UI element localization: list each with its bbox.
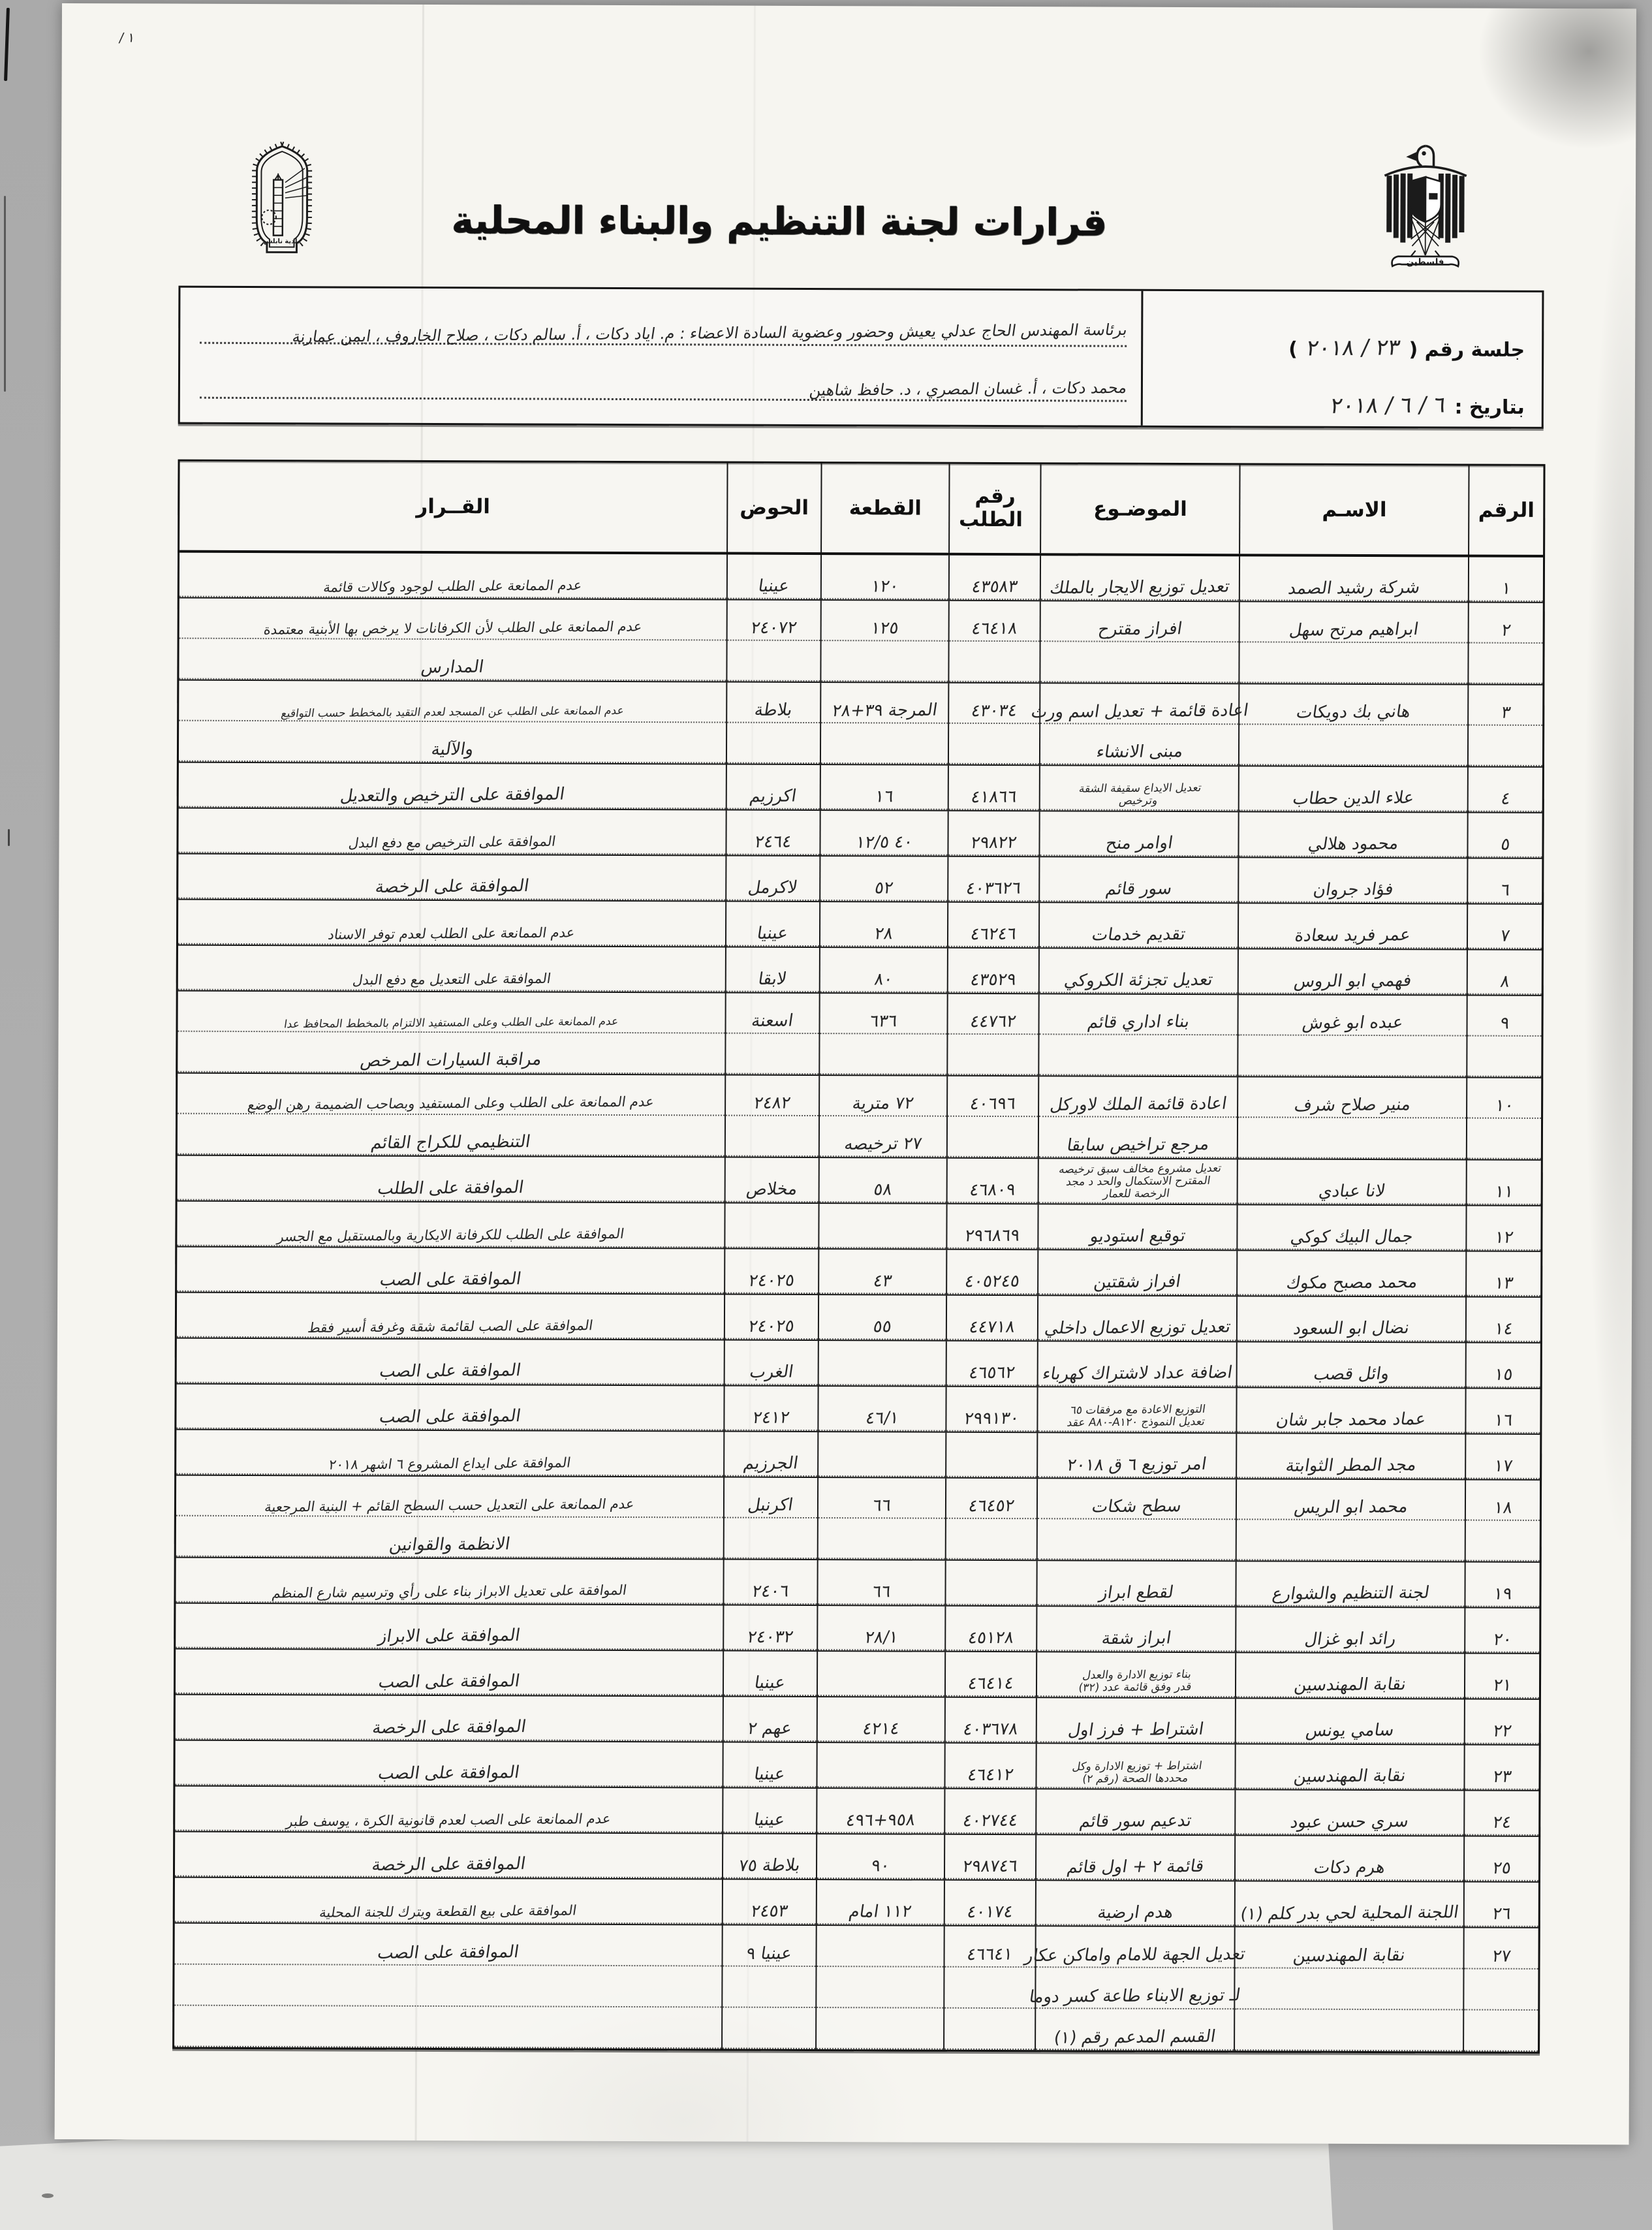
table-row: [178, 855, 1542, 905]
cell-request-no: ٤٦٤١٢: [944, 1744, 1036, 1788]
cell-basin: ٢٤٠٦: [723, 1560, 817, 1605]
cell-request-no: ٤٠٣٦٢٦: [947, 857, 1038, 902]
cell-no: ١٧: [1465, 1435, 1540, 1479]
cell-no: ١١: [1466, 1161, 1541, 1205]
cell-no: ٢٥: [1463, 1837, 1538, 1881]
cell-no: ٥: [1467, 813, 1542, 858]
cell-decision: الموافقة على الصب: [176, 1650, 723, 1696]
attendees-panel: [180, 288, 1142, 426]
cell-no: ٢٦: [1463, 1883, 1538, 1927]
cell-basin: عهم ٢: [722, 1697, 816, 1742]
cell-subject: اعادة قائمة الملك لاوركل مرجع تراخيص سابقا: [1038, 1076, 1237, 1158]
cell-basin: مخلاص: [724, 1158, 818, 1203]
scan-artifact: [42, 2193, 54, 2198]
cell-basin: ٢٤٨٢: [725, 1076, 819, 1157]
table-row: [177, 1339, 1540, 1389]
palestine-eagle-icon: [1377, 133, 1475, 283]
cell-no: ١٨: [1465, 1481, 1540, 1562]
cell-name: رائد ابو غزال: [1235, 1607, 1464, 1652]
cell-subject: التوزيع الاعادة مع مرفقات ٦٥ تعديل النموذج A١٢٠-A٨٠ عقد: [1037, 1387, 1236, 1432]
attendees-text-2: محمد دكات ، أ. غسان المصري ، د. حافظ شاهين: [808, 378, 1129, 400]
cell-decision: عدم الممانعة على الطلب وعلى المستفيد الالتزام بالمخطط المحافظ عدا مراقبة السيارات المرخص: [178, 992, 725, 1075]
cell-decision: الموافقة على بيع القطعة ويترك للجنة المحلية: [175, 1878, 722, 1924]
cell-name: هرم دكات: [1234, 1836, 1463, 1881]
table-row: [176, 1604, 1539, 1654]
cell-subject: لقطع ابراز: [1036, 1561, 1236, 1606]
cell-subject: توقيع استوديو: [1038, 1204, 1237, 1249]
table-row: [179, 599, 1542, 685]
cell-subject: تعديل توزيع الايجار بالملك: [1040, 556, 1239, 601]
cell-no: ١٠: [1466, 1078, 1541, 1159]
cell-decision: الموافقة على الصب: [176, 1741, 723, 1787]
cell-no: ١٤: [1465, 1298, 1540, 1342]
cell-name: شركة رشيد الصمد: [1239, 556, 1468, 601]
table-row: [175, 1832, 1538, 1883]
cell-decision: الموافقة على التعديل مع دفع البدل: [178, 946, 725, 992]
cell-request-no: ٤٤٧٦٢: [947, 994, 1038, 1075]
cell-name: جمال البيك كوكي: [1237, 1205, 1466, 1250]
cell-parcel: ٥٥: [818, 1295, 946, 1340]
cell-decision: الموافقة على الترخيص مع دفع البدل: [179, 809, 726, 855]
cell-decision: الموافقة على الرخصة: [176, 1695, 723, 1742]
cell-request-no: ٤٥١٢٨: [944, 1607, 1036, 1651]
table-row: [178, 992, 1541, 1078]
table-row: [175, 1741, 1538, 1791]
cell-parcel: ٦٦: [817, 1478, 946, 1560]
table-row: [175, 1878, 1538, 1928]
cell-decision: عدم الممانعة على الطلب وعلى المستفيد وبصاحب الضميمة رهن الوضع التنظيمي للكراج القائم: [178, 1074, 725, 1157]
cell-parcel: [818, 1204, 946, 1249]
cell-subject: تعديل الايداع سقيفة الشقة وترخيص: [1039, 766, 1238, 811]
cell-subject: اشتراط + توزيع الادارة وكل محددها الصحة (رقم ٢): [1036, 1744, 1235, 1789]
cell-basin: عينيا: [722, 1789, 816, 1834]
cell-name: محمد ابو الريس: [1236, 1479, 1465, 1561]
cell-basin: ٢٤٠٧٢: [726, 601, 820, 682]
cell-decision: الموافقة على الترخيص والتعديل: [179, 763, 726, 809]
cell-parcel: [817, 1652, 945, 1697]
cell-name: محمود هلالي: [1238, 812, 1467, 857]
cell-basin: لاكرمل: [725, 856, 819, 902]
cell-decision: الموافقة على الصب: [177, 1339, 724, 1385]
cell-parcel: ٤٦/١: [817, 1387, 946, 1432]
cell-request-no: ٤٦٦٤١: [943, 1926, 1035, 2050]
table-row: [176, 1650, 1539, 1700]
cell-name: سامي يونس: [1235, 1699, 1464, 1744]
table-row: [179, 681, 1542, 768]
cell-no: ١٣: [1465, 1252, 1540, 1296]
cell-decision: عدم الممانعة على الطلب لوجود وكالات قائمة: [179, 553, 726, 599]
session-number-row: [1149, 303, 1525, 362]
cell-parcel: ٧٢ مترية ٢٧ ترخيصه: [818, 1076, 947, 1157]
table-row: [178, 1074, 1541, 1161]
cell-basin: عينيا: [726, 555, 820, 600]
session-date-label: بتاريخ :: [1454, 396, 1525, 419]
page-title: قرارات لجنة التنظيم والبناء المحلية: [451, 198, 1108, 245]
cell-parcel: ٥٢: [819, 856, 948, 902]
cell-request-no: ٤٣٠٣٤: [948, 683, 1039, 764]
cell-no: ٢٢: [1464, 1700, 1539, 1744]
cell-subject: قائمة ٢ + اول قائم: [1035, 1835, 1234, 1880]
cell-decision: الموافقة على الطلب: [178, 1156, 725, 1202]
cell-parcel: ٤٢١٤: [817, 1697, 945, 1742]
session-number-value: ٢٣ / ٢٠١٨: [1304, 334, 1402, 362]
cell-decision: عدم الممانعة على الطلب لعدم توفر الاسناد: [178, 900, 725, 947]
attendees-line-2: [200, 344, 1127, 402]
cell-basin: عينيا: [722, 1743, 816, 1788]
attendees-text-1: برئاسة المهندس الحاج عدلي يعيش وحضور وعضوية السادة الاعضاء : م. اياد دكات ، أ. سالم دكات ، صلاح الخاروف ، ايمن عمارنة: [291, 320, 1129, 347]
column-header-name: الاسـم: [1239, 465, 1468, 554]
cell-no: ٢٤: [1463, 1791, 1538, 1836]
column-header-no: الرقم: [1468, 466, 1543, 555]
cell-basin: اكرزيم: [725, 765, 819, 810]
session-number-label: جلسة رقم (: [1409, 338, 1525, 362]
cell-request-no: ٤٠٦٩٦: [946, 1076, 1038, 1157]
cell-subject: تدعيم سور قائم: [1035, 1789, 1234, 1834]
cell-request-no: ٤٦٢٤٦: [947, 903, 1038, 947]
cell-basin: ٢٤٠٣٢: [723, 1606, 817, 1651]
cell-basin: اكرنبل: [723, 1478, 817, 1560]
cell-name: عبده ابو غوش: [1237, 995, 1466, 1076]
cell-subject: بناء اداري قائم: [1038, 994, 1237, 1076]
cell-no: ٢١: [1464, 1654, 1539, 1699]
cell-name: علاء الدين حطاب: [1238, 766, 1467, 811]
cell-name: فهمي ابو الروس: [1238, 949, 1467, 994]
cell-parcel: [815, 1926, 944, 2050]
cell-decision: عدم الممانعة على الطلب لأن الكرفانات لا يرخص بها الأبنية معتمدة المدارس: [179, 599, 726, 682]
cell-basin: اسعنة: [725, 994, 819, 1075]
table-row: [178, 809, 1542, 859]
cell-basin: بلاطة: [726, 683, 820, 764]
session-date-value: ٦ / ٦ / ٢٠١٨: [1328, 392, 1448, 419]
cell-decision: الموافقة على الصب: [177, 1248, 724, 1294]
cell-decision: الموافقة على الصب: [174, 1924, 721, 2049]
cell-no: ٢: [1467, 603, 1542, 684]
cell-no: ١٥: [1465, 1343, 1540, 1388]
cell-basin: ٢٤٦٤: [725, 811, 819, 856]
cell-parcel: ٤٠ ١٢/٥: [819, 811, 948, 856]
scan-artifact: [4, 196, 6, 392]
cell-no: ٩: [1466, 996, 1541, 1077]
cell-basin: [724, 1204, 818, 1249]
cell-name: سري حسن عبود: [1234, 1790, 1463, 1835]
cell-parcel: ١٦: [820, 765, 948, 810]
cell-name: محمد مصبح مكوك: [1236, 1251, 1465, 1296]
cell-parcel: [817, 1341, 946, 1386]
cell-request-no: ٤٠١٧٤: [944, 1881, 1035, 1925]
column-header-parcel: القطعة: [820, 463, 949, 553]
column-header-basin: الحوض: [726, 463, 821, 553]
document-paper: [55, 3, 1636, 2144]
cell-name: نقابة المهندسين: [1234, 1927, 1463, 2051]
cell-name: عمر فريد سعادة: [1238, 903, 1467, 949]
decisions-table: [172, 460, 1545, 2054]
cell-no: ١٦: [1465, 1389, 1540, 1434]
cell-request-no: ٤٤٧١٨: [946, 1296, 1037, 1340]
cell-no: ٢٧: [1463, 1928, 1538, 2052]
cell-no: ١٢: [1465, 1206, 1540, 1251]
cell-subject: تعديل توزيع الاعمال داخلي: [1037, 1296, 1236, 1341]
table-row: [176, 1476, 1540, 1563]
cell-request-no: ٤٣٥٨٣: [948, 556, 1040, 600]
table-row: [176, 1385, 1540, 1435]
cell-no: ٢٠: [1464, 1609, 1539, 1653]
cell-parcel: ٢٨/١: [817, 1606, 945, 1651]
cell-request-no: [945, 1433, 1036, 1477]
cell-request-no: ٢٩٨٢٢: [948, 811, 1039, 856]
cell-request-no: ٤٦٥٦٢: [946, 1342, 1037, 1386]
cell-decision: الموافقة على تعديل الابراز بناء على رأي وترسيم شارع المنظم: [176, 1558, 723, 1605]
cell-parcel: [817, 1432, 946, 1477]
cell-parcel: ٩٠: [816, 1834, 944, 1879]
cell-request-no: ٤٦٤١٨: [948, 601, 1040, 682]
cell-decision: الموافقة على الطلب للكرفانة الايكارية وبالمستقبل مع الجسر: [177, 1202, 724, 1248]
cell-decision: عدم الممانعة على الصب لعدم قانونية الكرة ، يوسف طبر: [175, 1787, 722, 1833]
cell-subject: سطح شكات: [1036, 1479, 1236, 1560]
cell-request-no: ٤٠٢٧٤٤: [944, 1789, 1035, 1834]
cell-no: ١: [1468, 558, 1543, 602]
cell-request-no: ٤٣٥٢٩: [947, 949, 1038, 993]
cell-name: نقابة المهندسين: [1235, 1744, 1464, 1789]
scan-artifact: [4, 8, 10, 81]
table-row: [179, 553, 1543, 603]
cell-request-no: ٢٩٩١٣٠: [946, 1387, 1037, 1432]
cell-subject: تقديم خدمات: [1038, 903, 1238, 948]
cell-request-no: ٤١٨٦٦: [948, 766, 1039, 810]
cell-request-no: ٤٠٣٦٧٨: [944, 1698, 1036, 1742]
cell-subject: هدم ارضية: [1035, 1881, 1234, 1926]
table-row: [176, 1430, 1540, 1481]
cell-subject: ابراز شقة: [1036, 1607, 1235, 1652]
cell-basin: عينيا: [723, 1652, 817, 1697]
cell-basin: بلاطة ٧٥: [722, 1834, 816, 1879]
cell-decision: عدم الممانعة على التعديل حسب السطح القائم + البنية المرجعية الانظمة والقوانين: [176, 1476, 723, 1559]
table-row: [175, 1787, 1538, 1837]
cell-no: ١٩: [1465, 1563, 1540, 1607]
cell-parcel: ٢٨: [819, 902, 948, 947]
cell-decision: الموافقة على الابراز: [176, 1604, 723, 1650]
cell-decision: الموافقة على الصب لقائمة شقة وغرفة أسير فقط: [177, 1293, 724, 1340]
cell-parcel: ٤٣: [818, 1249, 946, 1295]
cell-parcel: ٦٣٦: [818, 994, 947, 1075]
cell-parcel: ٥٨: [818, 1158, 946, 1203]
cell-name: عماد محمد جابر شان: [1236, 1388, 1465, 1433]
table-row: [177, 1202, 1540, 1252]
table-row: [176, 1695, 1539, 1746]
table-row: [178, 1156, 1541, 1206]
table-row: [174, 1924, 1538, 2052]
cell-subject: اشتراط + فرز اول: [1036, 1698, 1235, 1743]
column-header-subject: الموضـوع: [1040, 464, 1239, 554]
table-row: [178, 900, 1542, 950]
table-row: [177, 1293, 1540, 1343]
municipality-emblem-text: بلدية نابلس: [263, 238, 300, 245]
cell-name: مجد المطر الثوابتة: [1236, 1434, 1465, 1479]
cell-no: ٨: [1467, 950, 1542, 995]
cell-request-no: ٢٩٦٨٦٩: [946, 1204, 1038, 1249]
cell-no: ٣: [1467, 685, 1542, 766]
column-header-decision: القــرار: [416, 494, 491, 519]
session-date-row: [1149, 360, 1525, 419]
table-row: [179, 763, 1542, 813]
cell-basin: ٢٤٠٢٥: [724, 1249, 818, 1295]
cell-decision: عدم الممانعة على الطلب عن المسجد لعدم التقيد بالمخطط حسب التواقيع والآلية: [179, 681, 726, 764]
cell-subject: افراز شقتين: [1037, 1250, 1236, 1295]
cell-subject: تعديل مشروع مخالف سبق ترخيصه المقترح الاستكمال والحد د مجد الرخصة للعمار: [1038, 1159, 1237, 1204]
cell-decision: الموافقة على الرخصة: [178, 855, 725, 901]
cell-name: فؤاد جروان: [1238, 858, 1467, 903]
cell-name: هاني بك دويكات: [1238, 684, 1467, 766]
cell-parcel: [816, 1743, 944, 1788]
session-panel: [1141, 291, 1542, 427]
cell-subject: تعديل الجهة للامام واماكن عكار لـ توزيع الابناء طاعة كسر دوما القسم المدعم رقم (١): [1035, 1926, 1234, 2050]
cell-request-no: ٤٠٥٢٤٥: [946, 1250, 1037, 1295]
cell-name: منير صلاح شرف: [1237, 1077, 1466, 1159]
cell-subject: اعادة قائمة + تعديل اسم ورث مبنى الانشاء: [1039, 683, 1238, 765]
cell-no: ٧: [1467, 905, 1542, 949]
cell-no: ٢٣: [1464, 1746, 1539, 1790]
cell-request-no: ٤٦٤١٤: [944, 1652, 1036, 1697]
cell-no: ٤: [1467, 768, 1542, 812]
table-row: [176, 1558, 1539, 1609]
cell-name: اللجنة المحلية لحي بدر كلم (١): [1234, 1881, 1463, 1926]
cell-request-no: ٢٩٨٧٤٦: [944, 1835, 1035, 1879]
cell-basin: لابقا: [725, 948, 818, 993]
cell-name: نضال ابو السعود: [1236, 1296, 1465, 1342]
cell-parcel: ١١٢ امام: [816, 1880, 944, 1925]
cell-basin: الغرب: [723, 1341, 817, 1386]
attendees-line-1: [200, 288, 1127, 347]
cell-decision: الموافقة على الرخصة: [175, 1832, 722, 1879]
cell-parcel: ٦٦: [817, 1560, 945, 1605]
cell-basin: ٢٤٠٢٥: [724, 1295, 818, 1340]
cell-subject: اوامر منح: [1039, 811, 1238, 856]
cell-name: لجنة التنظيم والشوارع: [1236, 1562, 1465, 1607]
table-row: [178, 946, 1542, 996]
cell-parcel: ٨٠: [819, 948, 948, 993]
cell-parcel: ١٢٥: [820, 601, 948, 682]
cell-request-no: ٤٦٤٥٢: [945, 1479, 1036, 1560]
cell-subject: افراز مقترح: [1040, 601, 1239, 683]
cell-basin: الجرزيم: [723, 1432, 817, 1477]
cell-name: نقابة المهندسين: [1235, 1653, 1464, 1698]
column-header-request-no: رقم الطلب: [948, 464, 1040, 553]
scan-artifact: [8, 829, 10, 846]
cell-basin: ٢٤١٢: [723, 1387, 817, 1432]
cell-no: ٦: [1467, 859, 1542, 903]
cell-subject: اضافة عداد لاشتراك كهرباء: [1037, 1342, 1236, 1387]
cell-basin: عينيا: [725, 902, 819, 947]
cell-decision: الموافقة على ايداع المشروع ٦ اشهر ٢٠١٨: [176, 1430, 723, 1477]
cell-subject: سور قائم: [1038, 857, 1238, 902]
cell-parcel: المرجة ٣٩+٢٨: [820, 683, 948, 764]
cell-basin: عينيا ٩: [721, 1926, 816, 2050]
cell-subject: بناء توزيع الادارة والعدل قدر وفق قائمة عدد (٣٢): [1036, 1652, 1235, 1697]
cell-subject: امر توزيع ٦ ق ٢٠١٨: [1036, 1433, 1236, 1478]
cell-name: لانا عبادي: [1237, 1159, 1466, 1204]
cell-basin: ٢٤٥٣: [721, 1880, 815, 1925]
eagle-banner-text: فلسطين: [1406, 257, 1444, 268]
table-row: [177, 1248, 1540, 1298]
page-corner-mark: ١ /: [118, 29, 136, 46]
session-info-box: [178, 286, 1544, 429]
cell-decision: الموافقة على الصب: [176, 1385, 723, 1431]
cell-request-no: [945, 1561, 1036, 1605]
cell-parcel: ١٢٠: [820, 555, 949, 600]
cell-name: ابراهيم مرتح سهل: [1239, 602, 1468, 683]
session-paren-close: ): [1288, 338, 1298, 361]
cell-parcel: ٩٥٨+٤٩٦: [816, 1789, 944, 1834]
cell-name: وائل قصب: [1236, 1342, 1465, 1387]
table-header-row: [179, 462, 1543, 558]
cell-request-no: ٤٦٨٠٩: [946, 1159, 1038, 1203]
cell-subject: تعديل تجزئة الكروكي: [1038, 949, 1238, 994]
table-body: [174, 553, 1543, 2052]
